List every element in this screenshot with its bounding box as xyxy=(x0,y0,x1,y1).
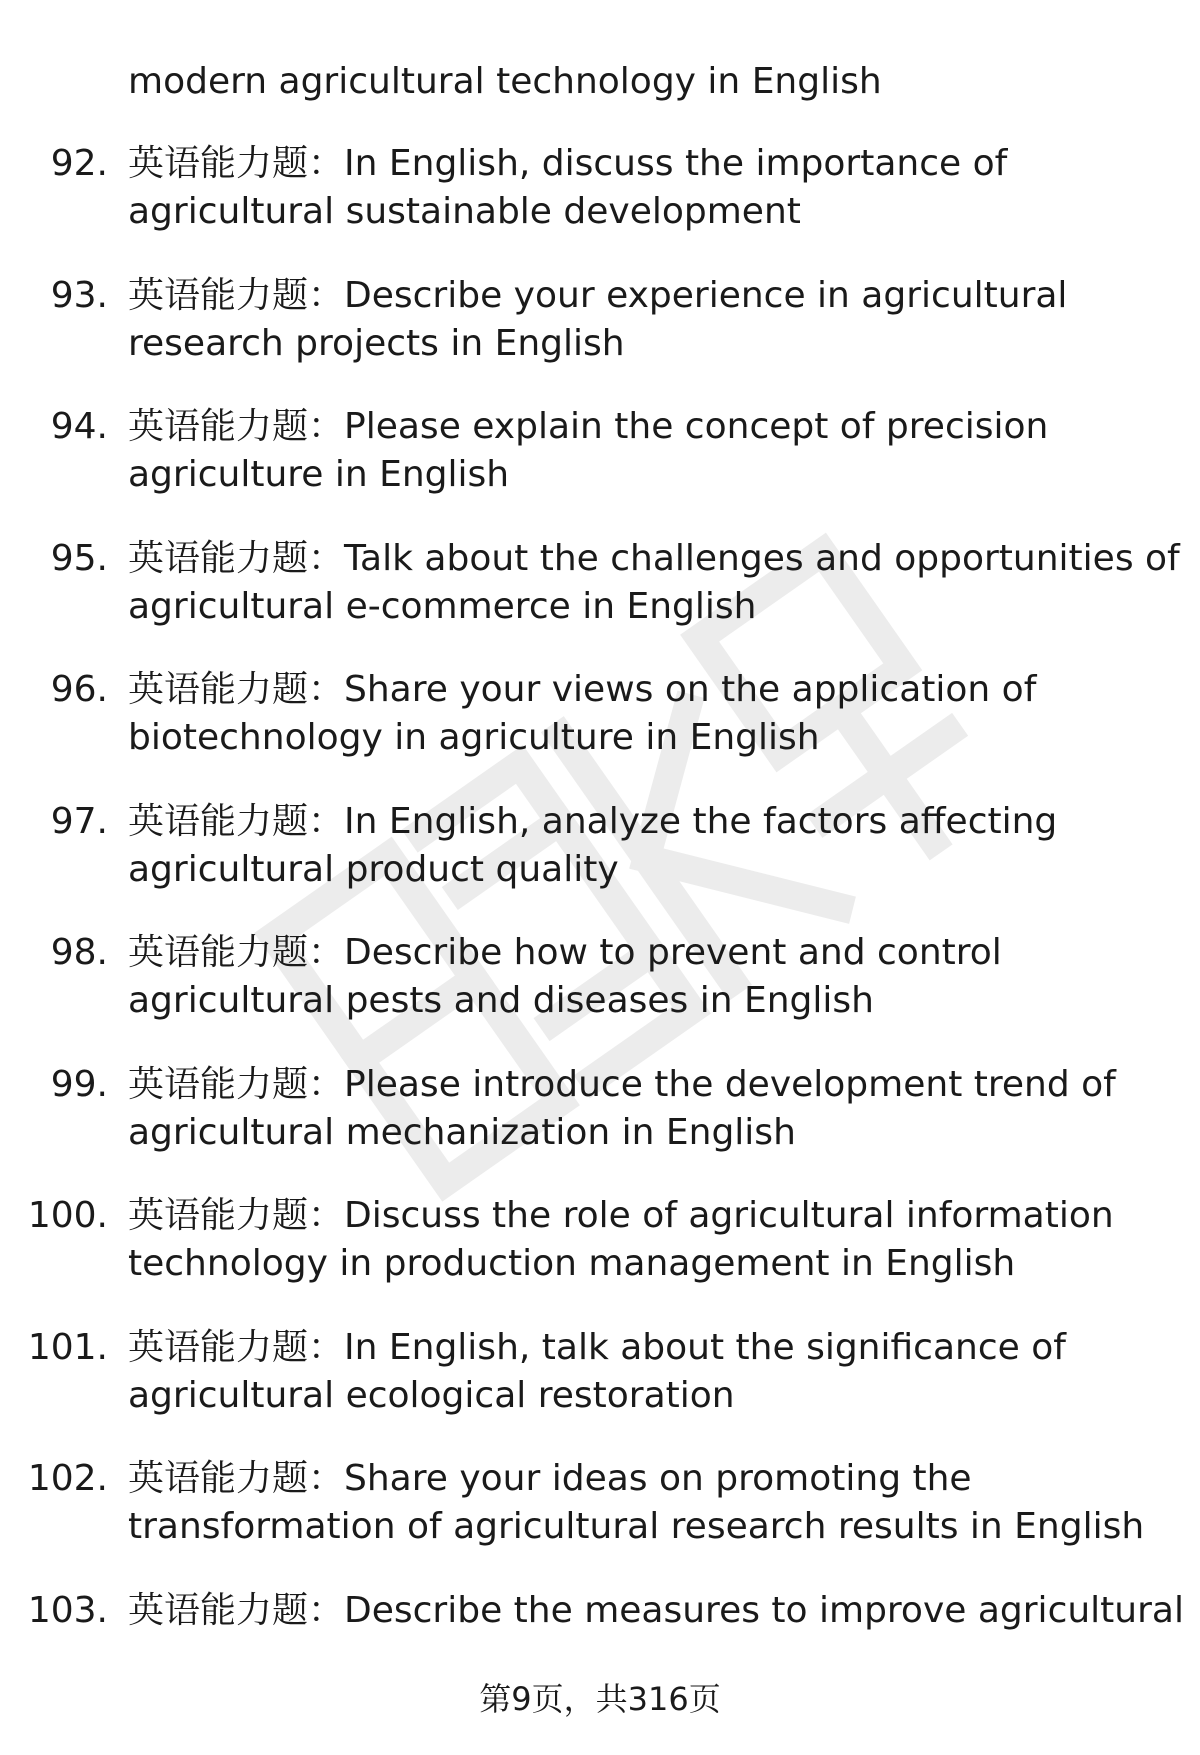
question-line-1 xyxy=(128,929,1178,977)
question-line-1 xyxy=(128,272,1178,320)
question-text xyxy=(128,140,1178,236)
question-line-2: agricultural e-commerce in English xyxy=(128,585,757,627)
question-item xyxy=(0,1324,1200,1456)
question-text xyxy=(128,666,1178,762)
question-number: 94. xyxy=(50,406,108,447)
question-item xyxy=(0,666,1200,798)
question-prefix: 英语能力题： xyxy=(128,1063,345,1105)
question-line-1-text: Share your views on the application of xyxy=(344,669,1037,710)
question-line-1-text: Discuss the role of agricultural information xyxy=(344,1195,1114,1236)
question-text xyxy=(128,1455,1178,1551)
question-line-1 xyxy=(128,798,1178,846)
question-text xyxy=(128,1061,1178,1157)
carry-over-text: modern agricultural technology in English xyxy=(128,61,882,102)
question-item xyxy=(0,1061,1200,1193)
question-line-2: agriculture in English xyxy=(128,454,510,495)
question-prefix: 英语能力题： xyxy=(128,406,345,447)
question-line-1 xyxy=(128,1324,1178,1372)
question-number: 92. xyxy=(50,143,108,184)
question-item xyxy=(0,1192,1200,1324)
question-line-1 xyxy=(128,1061,1178,1109)
question-prefix: 英语能力题： xyxy=(128,800,345,842)
question-text xyxy=(128,535,1178,631)
question-line-1-text: Describe how to prevent and control xyxy=(344,932,1002,973)
question-prefix: 英语能力题： xyxy=(128,537,345,579)
question-line-1-text: Please explain the concept of precision xyxy=(344,406,1049,447)
question-number: 96. xyxy=(50,669,108,710)
question-item xyxy=(0,535,1200,667)
question-text xyxy=(128,929,1178,1025)
question-number: 101. xyxy=(27,1326,108,1368)
question-text xyxy=(128,272,1178,368)
question-line-1-text: In English, discuss the importance of xyxy=(344,143,1008,184)
question-line-1-text: In English, analyze the factors affecting xyxy=(344,800,1058,842)
question-number: 98. xyxy=(50,932,108,973)
question-list xyxy=(0,140,1200,1718)
question-item xyxy=(0,1455,1200,1587)
question-text xyxy=(128,1587,1184,1635)
question-text xyxy=(128,1192,1178,1288)
question-prefix: 英语能力题： xyxy=(128,1195,345,1236)
question-number: 102. xyxy=(27,1458,108,1499)
question-number: 103. xyxy=(27,1589,108,1631)
question-item xyxy=(0,403,1200,535)
question-line-2: technology in production management in English xyxy=(128,1243,1016,1284)
question-line-2: transformation of agricultural research results in English xyxy=(128,1506,1145,1547)
question-line-1-text: Describe the measures to improve agricultural xyxy=(344,1589,1184,1631)
question-prefix: 英语能力题： xyxy=(128,1589,345,1631)
question-prefix: 英语能力题： xyxy=(128,274,345,316)
question-line-1 xyxy=(128,1192,1178,1240)
question-line-1 xyxy=(128,1455,1178,1503)
question-item xyxy=(0,798,1200,930)
question-line-1-text: Talk about the challenges and opportunities of xyxy=(344,537,1180,579)
question-number: 99. xyxy=(50,1063,108,1105)
question-item xyxy=(0,272,1200,404)
question-line-2: agricultural ecological restoration xyxy=(128,1374,735,1416)
question-text xyxy=(128,798,1178,894)
question-line-1-text: Describe your experience in agricultural xyxy=(344,274,1068,316)
question-line-2: agricultural pests and diseases in English xyxy=(128,980,874,1021)
question-line-2: biotechnology in agriculture in English xyxy=(128,717,820,758)
question-item xyxy=(0,140,1200,272)
question-line-1 xyxy=(128,535,1178,583)
question-line-2: agricultural mechanization in English xyxy=(128,1111,796,1153)
question-line-1 xyxy=(128,403,1178,451)
question-number: 100. xyxy=(27,1195,108,1236)
question-prefix: 英语能力题： xyxy=(128,1326,345,1368)
question-item xyxy=(0,929,1200,1061)
question-number: 97. xyxy=(50,800,108,842)
question-line-1 xyxy=(128,140,1178,188)
question-line-2: agricultural product quality xyxy=(128,848,619,890)
question-line-1-text: Share your ideas on promoting the xyxy=(344,1458,972,1499)
question-text xyxy=(128,403,1178,499)
question-line-1 xyxy=(128,666,1178,714)
question-line-1-text: Please introduce the development trend of xyxy=(344,1063,1116,1105)
question-line-1 xyxy=(128,1587,1184,1635)
question-prefix: 英语能力题： xyxy=(128,932,345,973)
question-prefix: 英语能力题： xyxy=(128,143,345,184)
question-number: 95. xyxy=(50,537,108,579)
question-line-2: research projects in English xyxy=(128,322,625,364)
question-line-1-text: In English, talk about the significance of xyxy=(344,1326,1066,1368)
question-number: 93. xyxy=(50,274,108,316)
question-prefix: 英语能力题： xyxy=(128,669,345,710)
question-prefix: 英语能力题： xyxy=(128,1458,345,1499)
page-indicator: 第9页，共316页 xyxy=(479,1680,721,1718)
question-line-2: agricultural sustainable development xyxy=(128,191,801,232)
question-text xyxy=(128,1324,1178,1420)
